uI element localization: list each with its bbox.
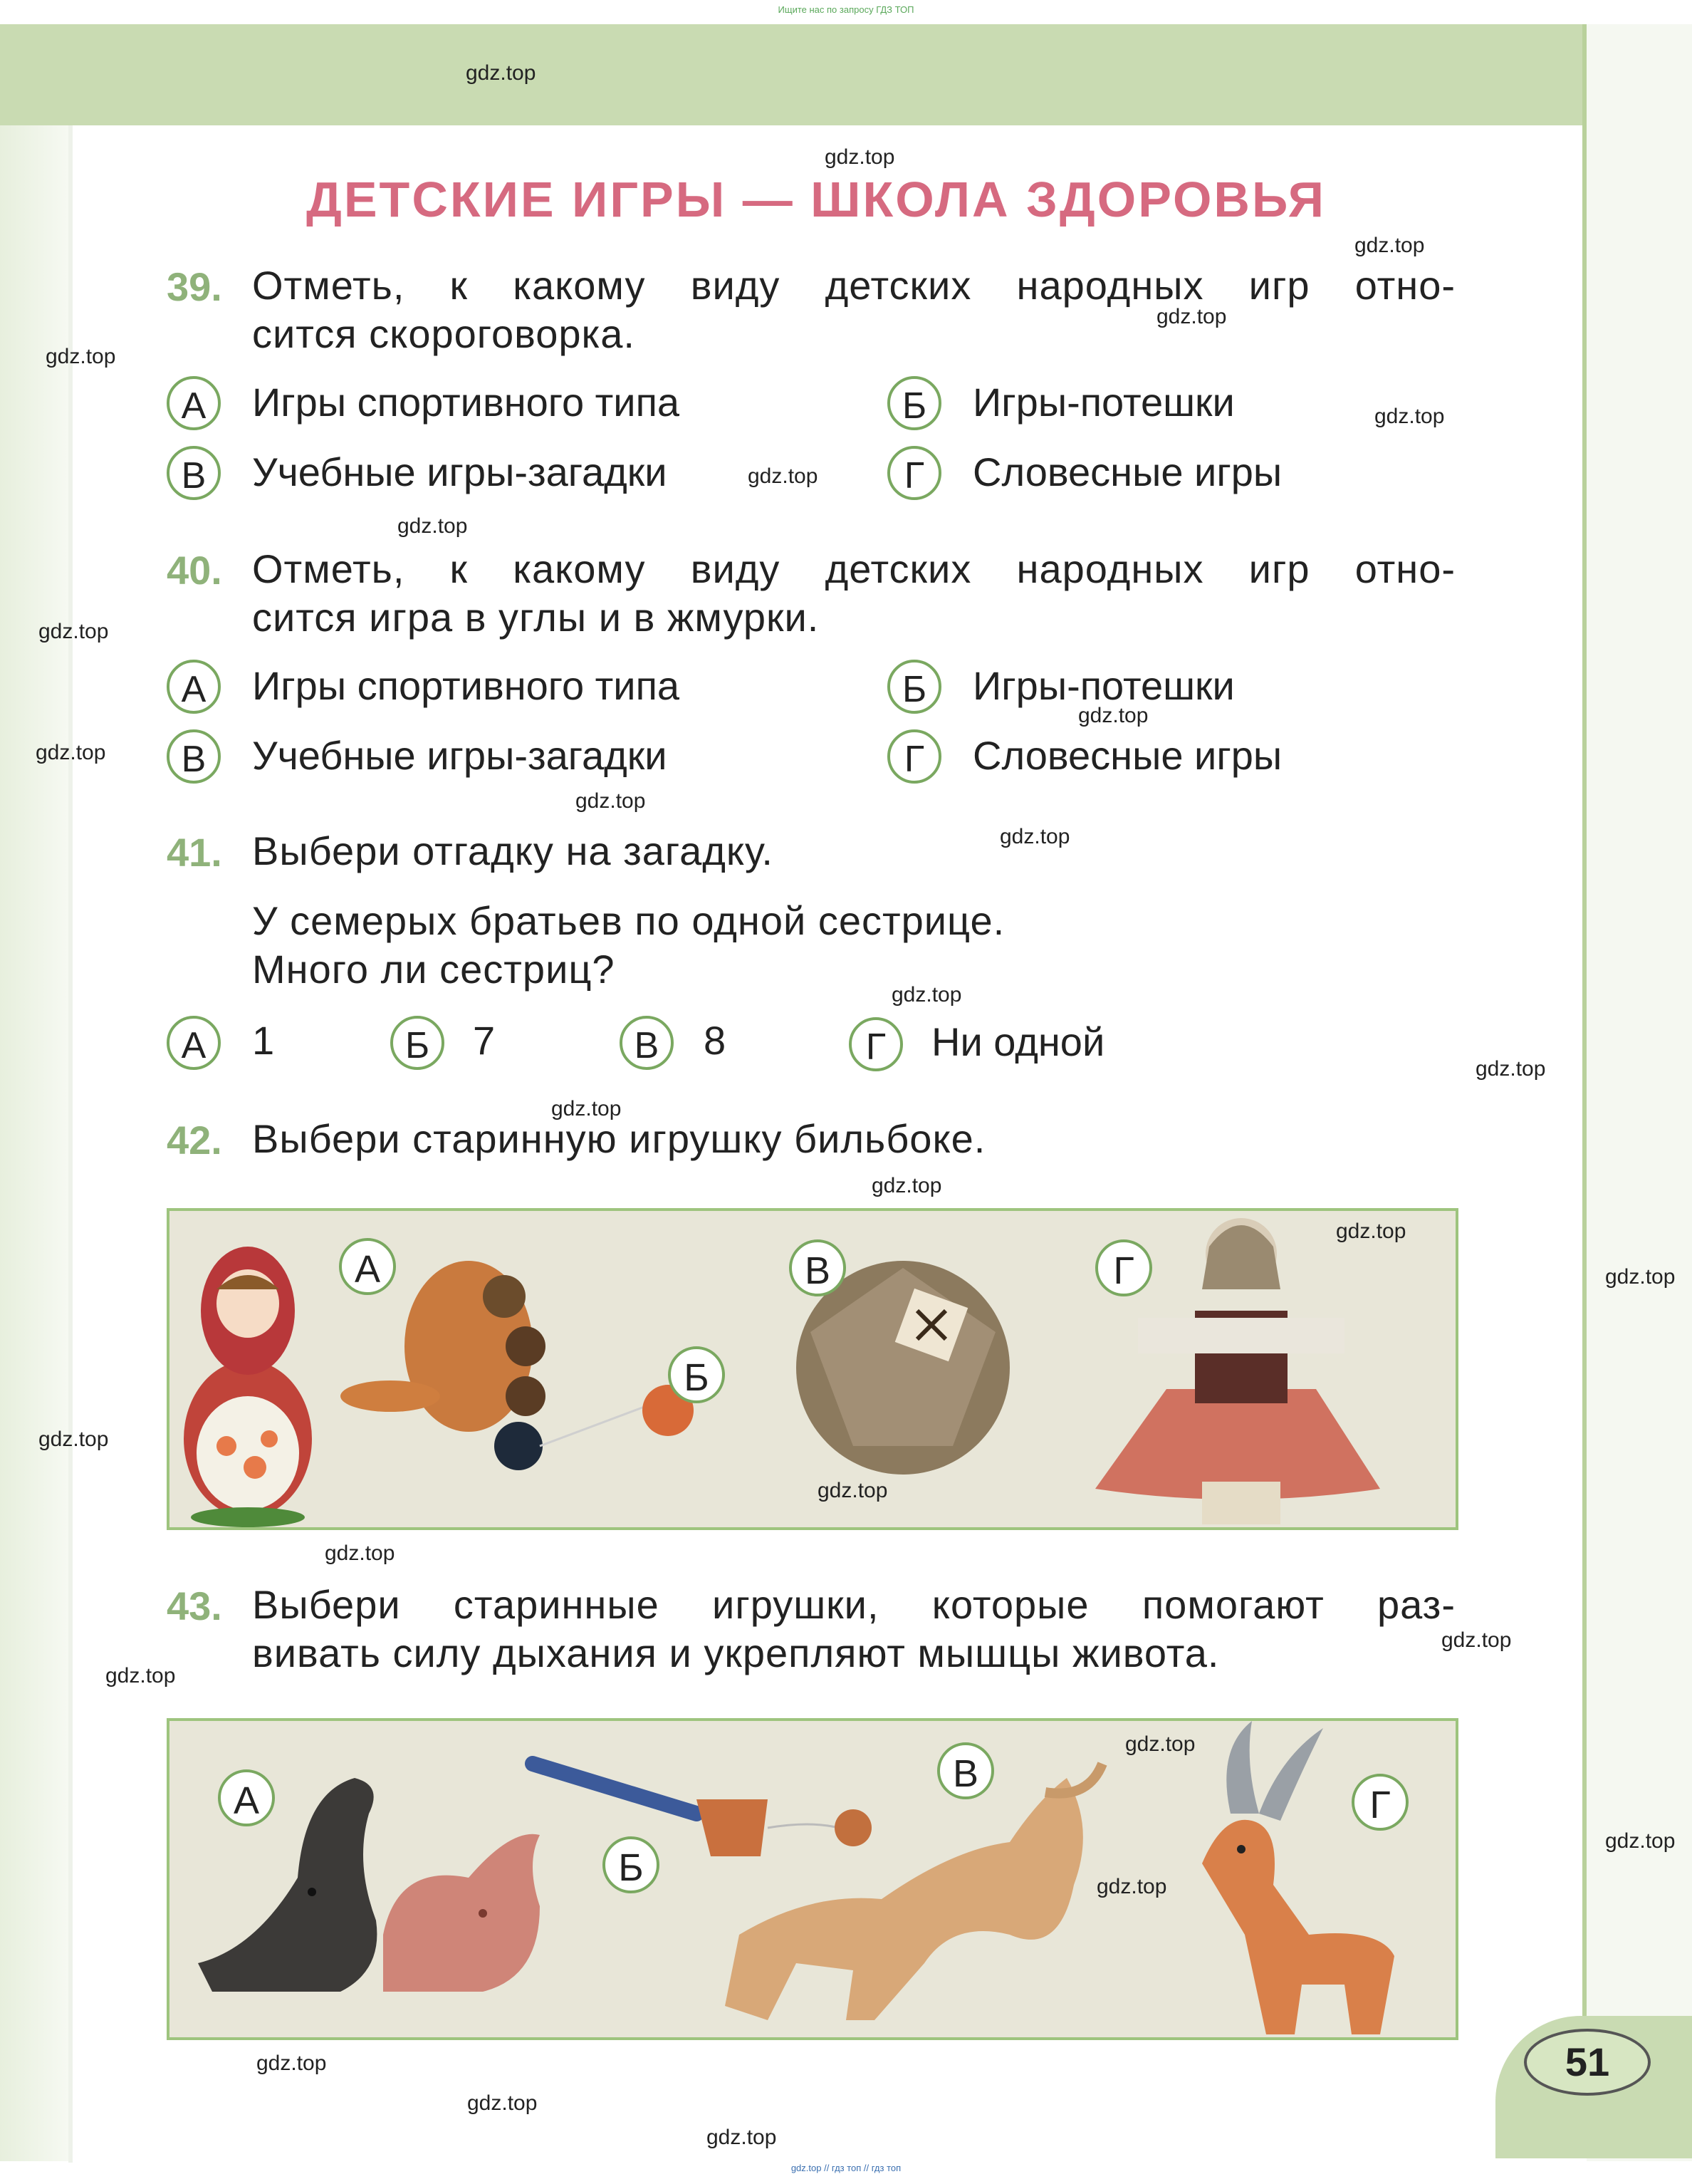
q43-image-panel	[167, 1718, 1458, 2040]
q40-option-b-text: Игры-потешки	[973, 663, 1235, 708]
q40-text-line2: сится игра в углы и в жмурки.	[252, 595, 820, 640]
watermark: gdz.top	[575, 789, 646, 813]
q40-number: 40.	[167, 548, 222, 593]
q42-text: Выбери старинную игрушку бильбоке.	[252, 1116, 986, 1161]
q40-text-line1: Отметь, к какому виду детских народных игр отно-	[252, 546, 1456, 591]
watermark: gdz.top	[748, 464, 818, 488]
page-gutter	[68, 125, 73, 2163]
q41-option-c-text: 8	[704, 1018, 726, 1063]
cup-and-ball-toy-image	[533, 1764, 872, 1856]
q43-option-b-label[interactable]: Б	[602, 1836, 659, 1893]
q39-option-d-text: Словесные игры	[973, 449, 1283, 494]
q42-option-a-label[interactable]: А	[339, 1238, 396, 1295]
watermark: gdz.top	[36, 741, 106, 764]
watermark: gdz.top	[38, 1428, 109, 1451]
q43-illustration	[169, 1721, 1456, 2037]
watermark: gdz.top	[1441, 1628, 1512, 1652]
q41-option-b-text: 7	[473, 1018, 496, 1063]
q39-option-a-text: Игры спортивного типа	[252, 380, 680, 425]
q40-option-d-letter[interactable]: Г	[887, 729, 941, 784]
watermark: gdz.top	[892, 983, 962, 1007]
q39-option-c-letter[interactable]: В	[167, 446, 221, 500]
q40-option-a-letter[interactable]: А	[167, 660, 221, 714]
bilboquet-image	[340, 1261, 694, 1470]
q42-option-b-label[interactable]: Б	[668, 1346, 725, 1403]
watermark: gdz.top	[818, 1479, 888, 1502]
q40-option-b-letter[interactable]: Б	[887, 660, 941, 714]
q41-number: 41.	[167, 830, 222, 875]
q39-option-c-text: Учебные игры-загадки	[252, 449, 667, 494]
q39-option-d-letter[interactable]: Г	[887, 446, 941, 500]
q39-text-line1: Отметь, к какому виду детских народных игр отно-	[252, 263, 1456, 308]
watermark: gdz.top	[1000, 825, 1070, 848]
watermark: gdz.top	[38, 620, 109, 643]
q41-option-a-letter[interactable]: А	[167, 1016, 221, 1070]
q43-option-a-label[interactable]: А	[218, 1769, 275, 1826]
watermark: gdz.top	[1605, 1829, 1676, 1853]
watermark: gdz.top	[1125, 1732, 1196, 1756]
q39-number: 39.	[167, 264, 222, 309]
q40-option-d-text: Словесные игры	[973, 733, 1283, 778]
q43-text-line2: вивать силу дыхания и укрепляют мышцы живота.	[252, 1631, 1220, 1675]
q43-option-d-label[interactable]: Г	[1352, 1774, 1409, 1831]
watermark: gdz.top	[467, 2091, 538, 2115]
q41-option-d-letter[interactable]: Г	[849, 1017, 903, 1071]
header-band	[0, 24, 1692, 125]
watermark: gdz.top	[1336, 1220, 1406, 1243]
watermark: gdz.top	[872, 1174, 942, 1197]
q39-option-b-text: Игры-потешки	[973, 380, 1235, 425]
watermark: gdz.top	[105, 1664, 176, 1688]
watermark: gdz.top	[325, 1541, 395, 1565]
q43-number: 43.	[167, 1584, 222, 1628]
watermark: gdz.top	[1097, 1875, 1167, 1898]
q41-riddle-line1: У семерых братьев по одной сестрице.	[252, 898, 1006, 943]
watermark: gdz.top	[1476, 1057, 1546, 1081]
q39-option-a-letter[interactable]: А	[167, 376, 221, 430]
q41-option-a-text: 1	[252, 1018, 275, 1063]
watermark: gdz.top	[46, 345, 116, 368]
top-note: Ищите нас по запросу ГДЗ ТОП	[778, 4, 914, 15]
q42-number: 42.	[167, 1118, 222, 1163]
page-number: 51	[1524, 2029, 1651, 2096]
q42-option-c-label[interactable]: В	[789, 1239, 846, 1296]
q41-text: Выбери отгадку на загадку.	[252, 828, 773, 873]
watermark: gdz.top	[551, 1097, 622, 1120]
watermark: gdz.top	[256, 2052, 327, 2075]
q40-option-c-letter[interactable]: В	[167, 729, 221, 784]
watermark: gdz.top	[706, 2126, 777, 2149]
bottom-note: gdz.top // гдз топ // гдз топ	[790, 2163, 902, 2173]
q40-option-a-text: Игры спортивного типа	[252, 663, 680, 708]
q41-option-c-letter[interactable]: В	[620, 1016, 674, 1070]
q43-option-c-label[interactable]: В	[937, 1742, 994, 1799]
watermark: gdz.top	[1374, 405, 1445, 428]
wooden-horse-image	[725, 1764, 1102, 2020]
watermark: gdz.top	[1078, 704, 1149, 727]
watermark: gdz.top	[1156, 305, 1227, 328]
q42-option-d-label[interactable]: Г	[1095, 1239, 1152, 1296]
q40-option-c-text: Учебные игры-загадки	[252, 733, 667, 778]
q43-text-line1: Выбери старинные игрушки, которые помогают раз-	[252, 1582, 1456, 1627]
watermark: gdz.top	[1354, 234, 1425, 257]
q41-option-d-text: Ни одной	[931, 1019, 1105, 1064]
clay-goat-image	[1202, 1721, 1394, 2034]
watermark: gdz.top	[397, 514, 468, 538]
q39-text-line2: сится скороговорка.	[252, 311, 635, 356]
q41-riddle-line2: Много ли сестриц?	[252, 947, 615, 992]
q39-option-b-letter[interactable]: Б	[887, 376, 941, 430]
watermark: gdz.top	[825, 145, 895, 169]
matryoshka-image	[184, 1247, 312, 1527]
q41-option-b-letter[interactable]: Б	[390, 1016, 444, 1070]
page-title: ДЕТСКИЕ ИГРЫ — ШКОЛА ЗДОРОВЬЯ	[306, 172, 1326, 227]
watermark: gdz.top	[466, 61, 536, 85]
watermark: gdz.top	[1605, 1265, 1676, 1289]
